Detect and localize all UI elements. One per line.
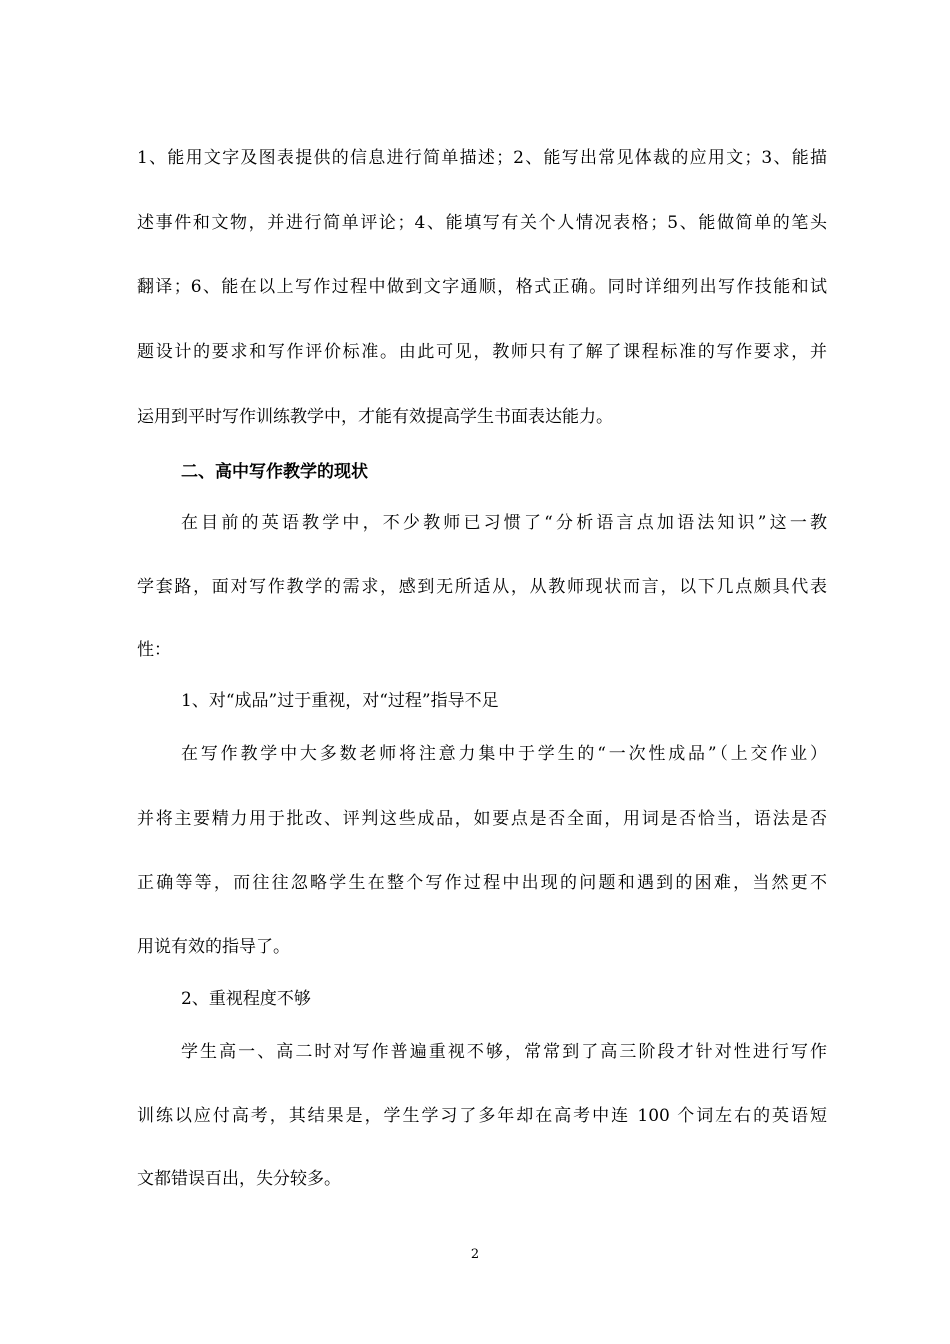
paragraph-line: 题设计的要求和写作评价标准。由此可见，教师只有了解了课程标准的写作要求，并 bbox=[137, 342, 827, 362]
subheading: 1、对“成品”过于重视，对“过程”指导不足 bbox=[181, 691, 499, 711]
paragraph-line: 学生高一、高二时对写作普遍重视不够，常常到了高三阶段才针对性进行写作 bbox=[181, 1042, 827, 1062]
paragraph-line: 用说有效的指导了。 bbox=[137, 937, 290, 957]
paragraph-line: 并将主要精力用于批改、评判这些成品，如要点是否全面，用词是否恰当，语法是否 bbox=[137, 809, 827, 829]
paragraph-line: 训练以应付高考，其结果是，学生学习了多年却在高考中连 100 个词左右的英语短 bbox=[137, 1106, 827, 1126]
paragraph-line: 文都错误百出，失分较多。 bbox=[137, 1169, 341, 1189]
paragraph-line: 翻译；6、能在以上写作过程中做到文字通顺，格式正确。同时详细列出写作技能和试 bbox=[137, 277, 827, 297]
paragraph-line: 正确等等，而往往忽略学生在整个写作过程中出现的问题和遇到的困难，当然更不 bbox=[137, 873, 827, 893]
subheading: 2、重视程度不够 bbox=[181, 989, 311, 1009]
paragraph-line: 运用到平时写作训练教学中，才能有效提高学生书面表达能力。 bbox=[137, 407, 613, 427]
section-heading: 二、高中写作教学的现状 bbox=[181, 462, 368, 482]
paragraph-line: 1、能用文字及图表提供的信息进行简单描述；2、能写出常见体裁的应用文；3、能描 bbox=[137, 148, 827, 168]
paragraph-line: 学套路，面对写作教学的需求，感到无所适从，从教师现状而言，以下几点颇具代表 bbox=[137, 577, 827, 597]
paragraph-line: 述事件和文物，并进行简单评论；4、能填写有关个人情况表格；5、能做简单的笔头 bbox=[137, 213, 827, 233]
page-number: 2 bbox=[470, 1247, 480, 1262]
paragraph-line: 性： bbox=[137, 640, 171, 660]
paragraph-line: 在写作教学中大多数老师将注意力集中于学生的“一次性成品”（上交作业） bbox=[181, 744, 827, 764]
paragraph-line: 在目前的英语教学中，不少教师已习惯了“分析语言点加语法知识”这一教 bbox=[181, 513, 827, 533]
